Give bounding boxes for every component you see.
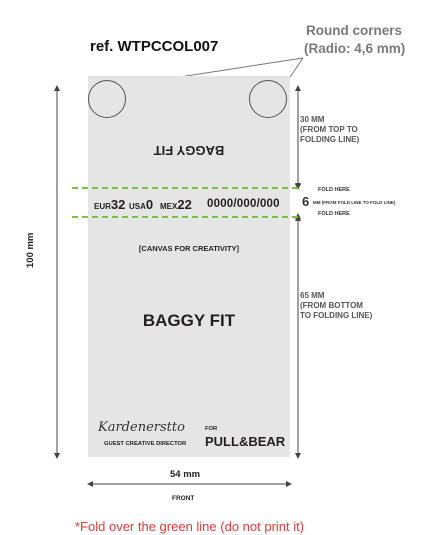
tagline: [CANVAS FOR CREATIVITY]	[138, 244, 240, 253]
fold-gap-note: MM (FROM FOLD LINE TO FOLD LINE)	[313, 200, 396, 205]
size-usa: USA0	[129, 197, 154, 212]
corner-circle-left	[88, 80, 126, 118]
signature-role: GUEST CREATIVE DIRECTOR	[104, 441, 187, 447]
reference-code: ref. WTPCCOL007	[90, 38, 219, 55]
fit-upside-down: BAGGY FIT	[153, 143, 225, 158]
signature: Kardenerstto	[98, 420, 185, 435]
width-label: 54 mm	[170, 469, 201, 480]
fold-here-bottom: FOLD HERE	[318, 211, 350, 217]
for-text: FOR	[205, 426, 218, 432]
fold-here-top: FOLD HERE	[318, 187, 350, 193]
round-corners-subtitle: (Radio: 4,6 mm)	[304, 41, 406, 56]
front-label: FRONT	[172, 495, 195, 502]
corner-circle-right	[249, 80, 287, 118]
bottom-dimension-text: 65 MM (FROM BOTTOM TO FOLDING LINE)	[300, 291, 373, 320]
article-code: 0000/000/000	[207, 198, 280, 210]
top-dimension-text: 30 MM (FROM TOP TO FOLDING LINE)	[300, 115, 360, 144]
size-eur: EUR32	[94, 197, 126, 212]
fold-line-bottom	[72, 216, 298, 218]
size-mex: MEX22	[160, 197, 192, 212]
fold-gap-value: 6	[302, 194, 310, 209]
fit-title: BAGGY FIT	[142, 311, 236, 330]
fold-line-top	[72, 187, 298, 189]
brand-logo: PULL&BEAR	[205, 434, 286, 449]
footnote: *Fold over the green line (do not print it)	[75, 519, 305, 534]
height-label: 100 mm	[25, 232, 36, 268]
round-corners-title: Round corners	[306, 23, 403, 38]
label-body	[88, 76, 290, 457]
